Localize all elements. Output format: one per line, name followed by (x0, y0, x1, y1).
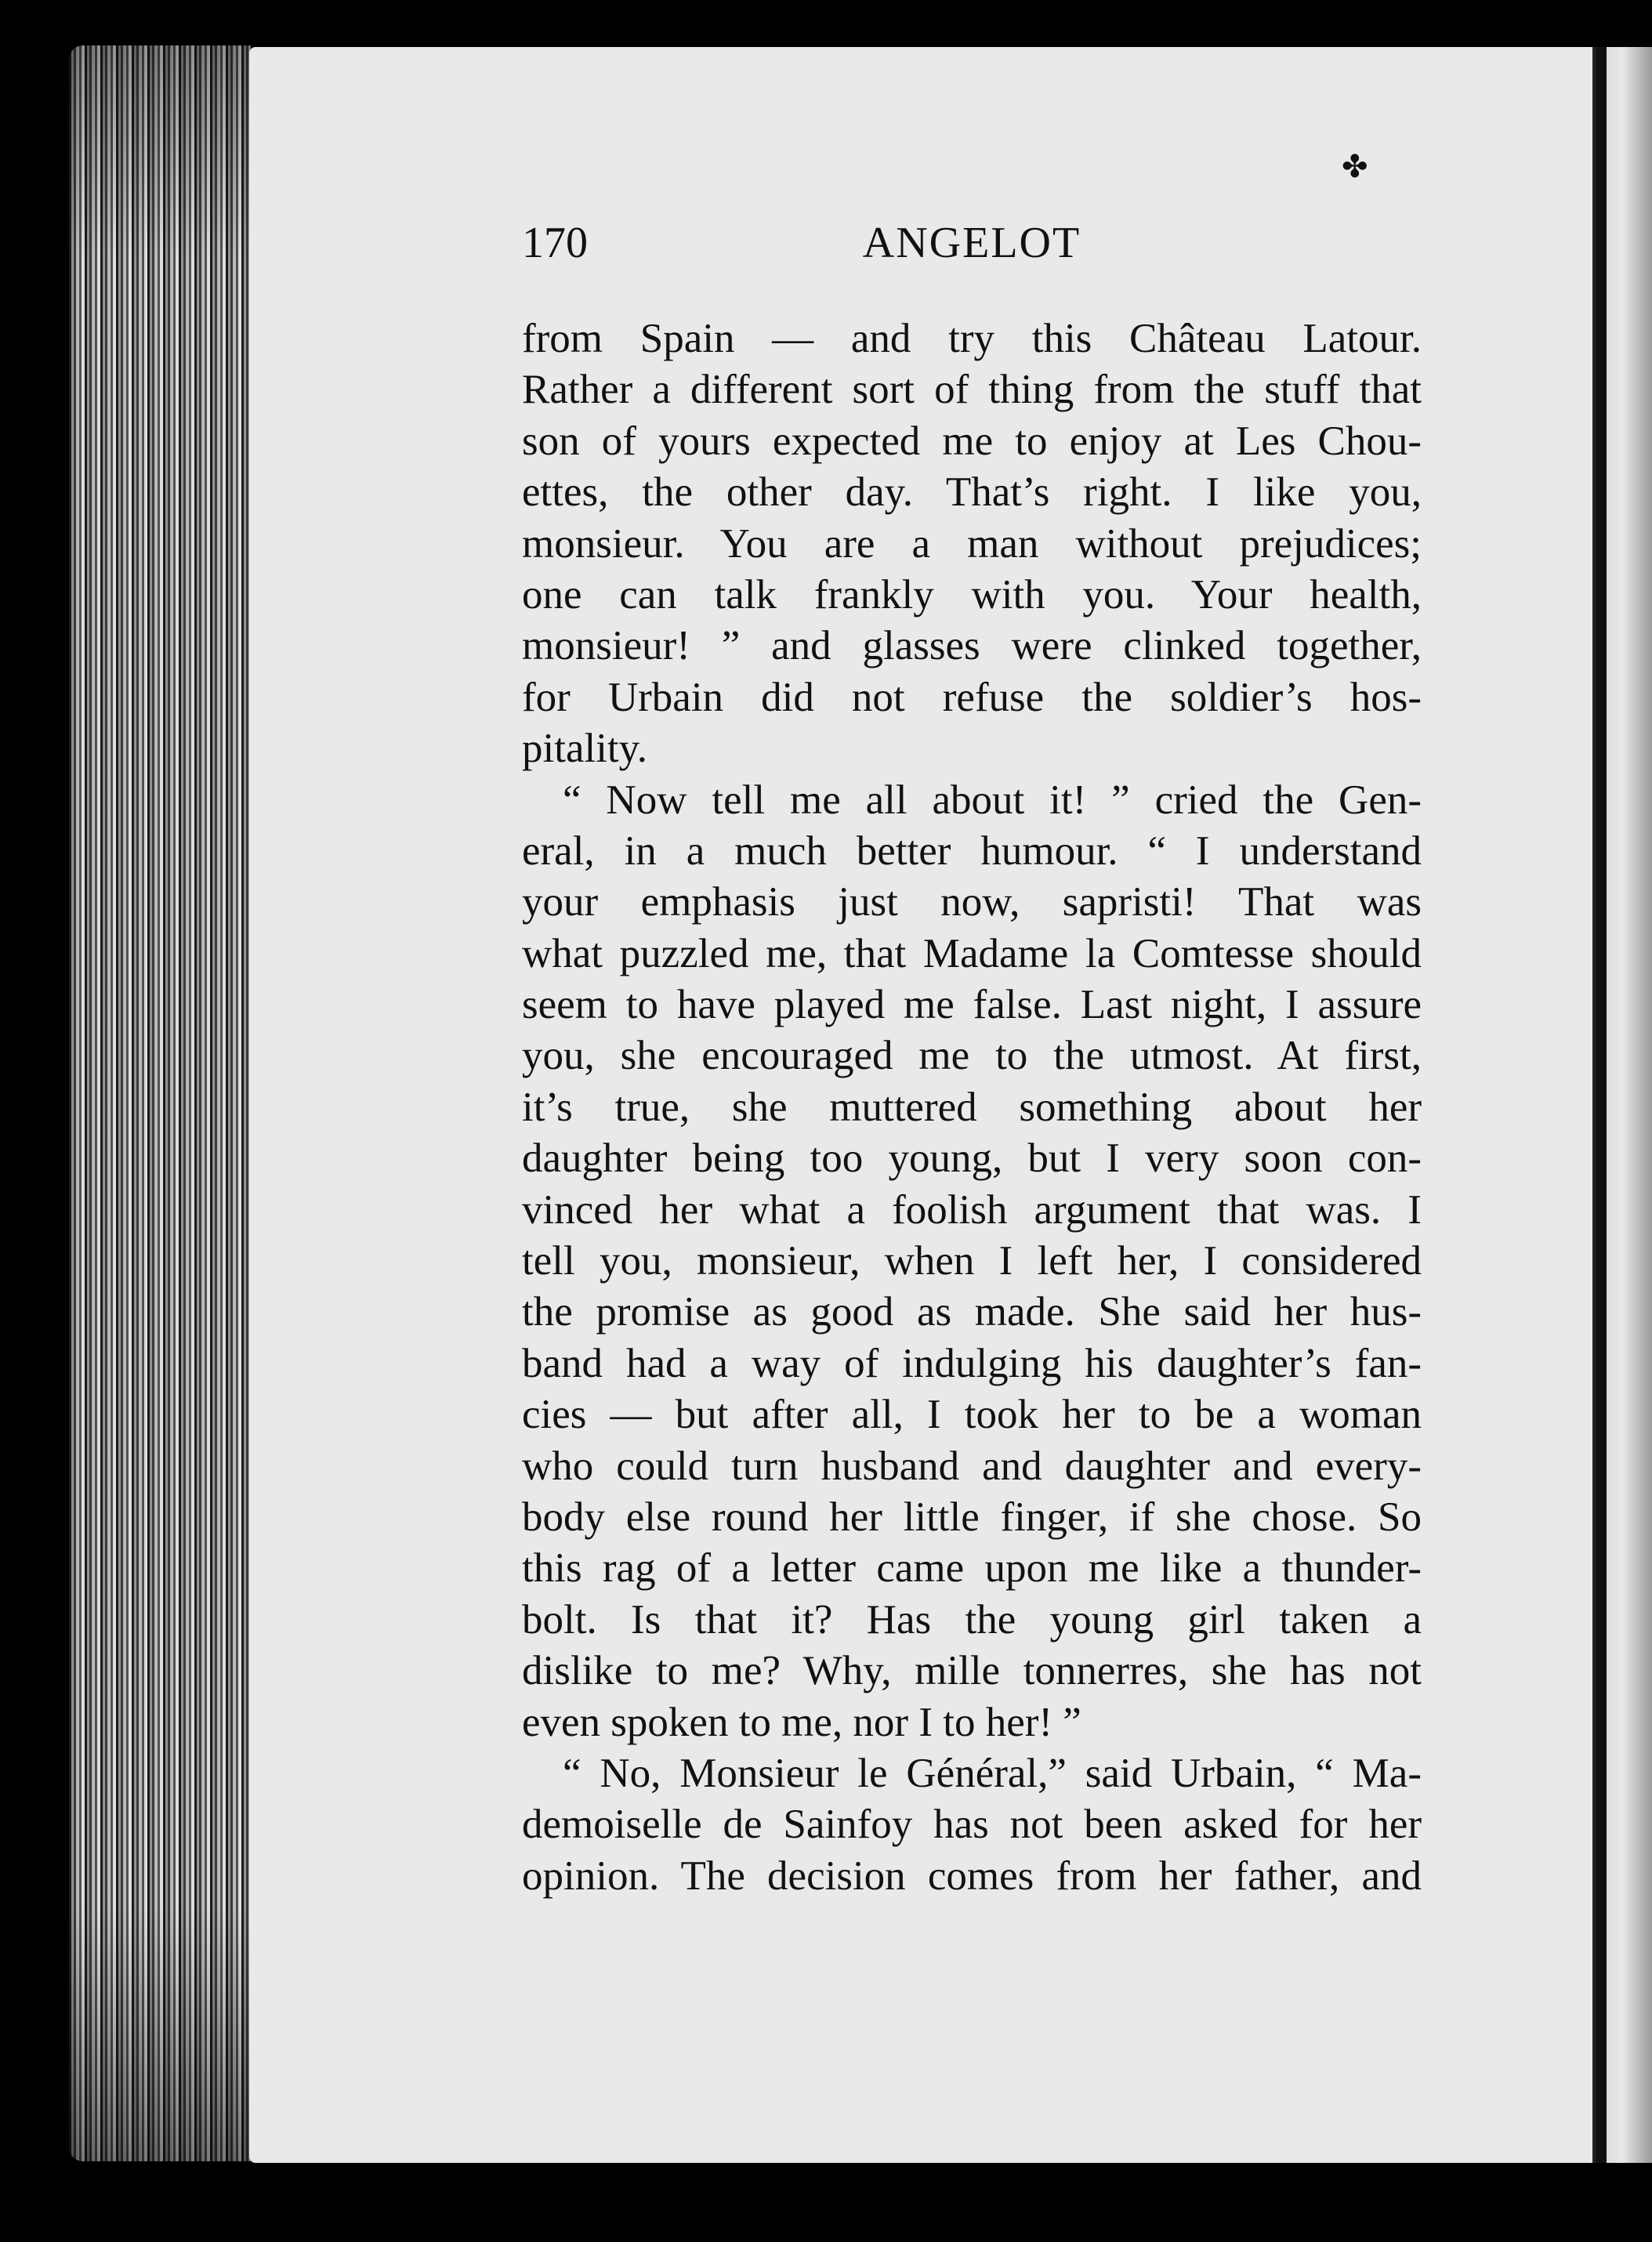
page-number: 170 (522, 219, 588, 267)
text-line: Rather a different sort of thing from the stuff that (522, 367, 1422, 413)
running-title: ANGELOT (862, 219, 1081, 267)
text-line: monsieur! ” and glasses were clinked together, (522, 623, 1422, 669)
text-line: monsieur. You are a man without prejudices; (522, 520, 1422, 567)
text-line: demoiselle de Sainfoy has not been asked for her (522, 1802, 1422, 1848)
text-line: seem to have played me false. Last night, I assure (522, 982, 1422, 1028)
text-line: vinced her what a foolish argument that was. I (522, 1186, 1422, 1233)
text-line: ettes, the other day. That’s right. I like you, (522, 469, 1422, 516)
text-line: what puzzled me, that Madame la Comtesse should (522, 930, 1422, 976)
text-line: “ No, Monsieur le Général,” said Urbain, “ Ma- (563, 1750, 1422, 1796)
text-line: opinion. The decision comes from her father, and (522, 1853, 1422, 1899)
text-line: you, she encouraged me to the utmost. At first, (522, 1033, 1422, 1079)
text-line: even spoken to me, nor I to her! ” (522, 1699, 1081, 1745)
text-line: band had a way of indulging his daughter’s fan- (522, 1340, 1422, 1386)
body-text (522, 313, 1422, 1902)
text-line: for Urbain did not refuse the soldier’s hos- (522, 674, 1422, 720)
ornament-mark: ✤ (1342, 149, 1368, 185)
text-line: from Spain — and try this Château Latour. (522, 316, 1422, 361)
text-line: cies — but after all, I took her to be a woman (522, 1392, 1422, 1438)
text-line: eral, in a much better humour. “ I understand (522, 828, 1422, 874)
text-line: daughter being too young, but I very soon con- (522, 1135, 1422, 1182)
book-edge-shadow (69, 45, 251, 2161)
text-line: this rag of a letter came upon me like a thunder- (522, 1545, 1422, 1592)
text-line: it’s true, she muttered something about her (522, 1084, 1422, 1130)
text-line: son of yours expected me to enjoy at Les Chou- (522, 418, 1422, 464)
page-header (522, 212, 1422, 274)
text-line: who could turn husband and daughter and every- (522, 1443, 1422, 1489)
text-line: tell you, monsieur, when I left her, I considered (522, 1238, 1422, 1284)
text-line: pitality. (522, 726, 647, 772)
text-line: your emphasis just now, sapristi! That was (522, 879, 1422, 925)
text-line: body else round her little finger, if she chose. So (522, 1494, 1422, 1540)
text-line: one can talk frankly with you. Your health, (522, 571, 1422, 618)
text-line: “ Now tell me all about it! ” cried the Gen- (563, 777, 1422, 823)
text-line: dislike to me? Why, mille tonnerres, she has not (522, 1648, 1422, 1694)
text-line: the promise as good as made. She said her hus- (522, 1289, 1422, 1335)
text-line: bolt. Is that it? Has the young girl taken a (522, 1596, 1422, 1643)
book-gutter-right (1596, 47, 1607, 2163)
